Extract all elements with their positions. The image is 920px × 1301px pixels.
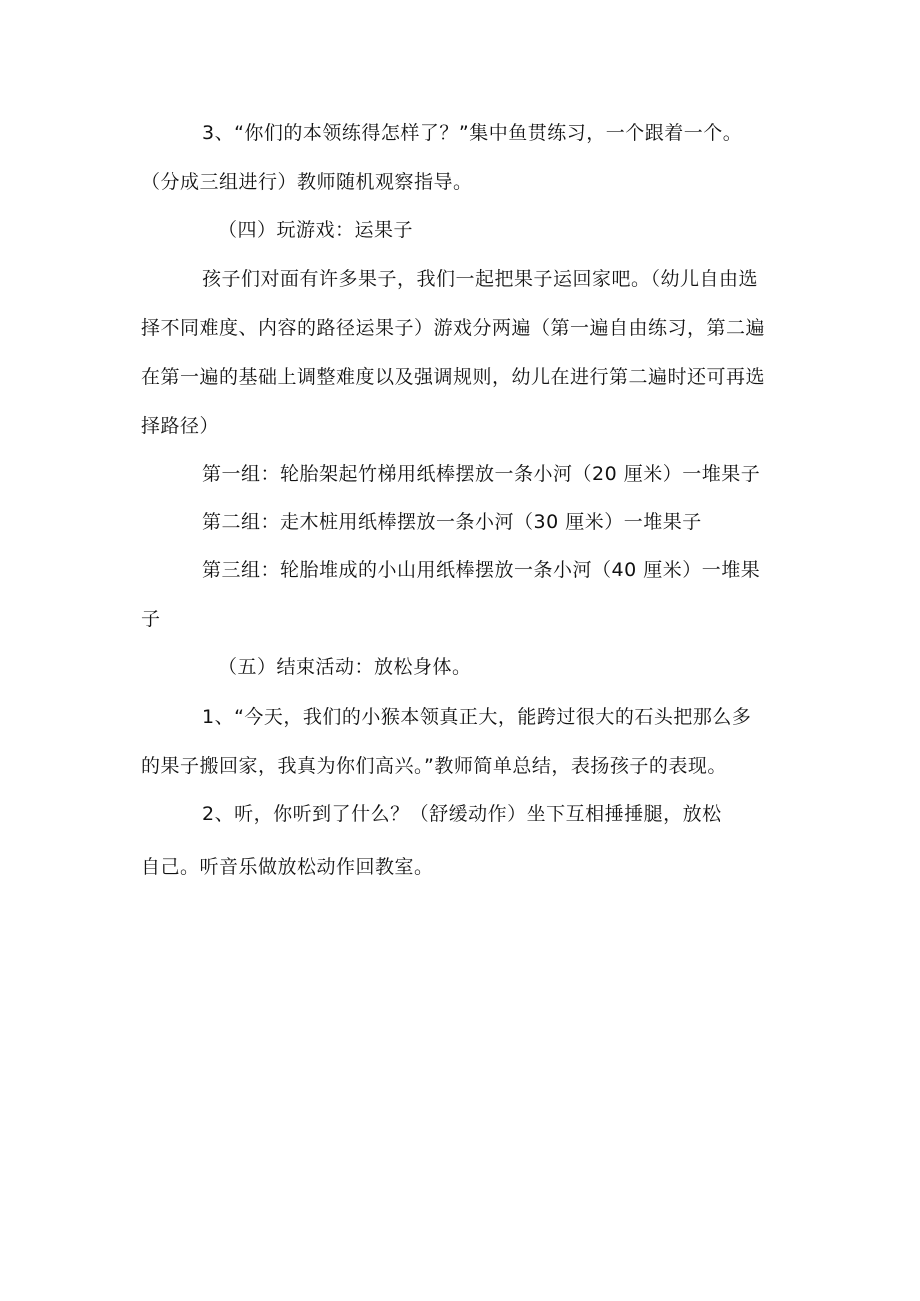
paragraph-line: 在第一遍的基础上调整难度以及强调规则，幼儿在进行第二遍时还可再选: [141, 366, 766, 388]
paragraph-line: 3、“你们的本领练得怎样了？”集中鱼贯练习，一个跟着一个。: [202, 122, 743, 144]
group-line: 第三组：轮胎堆成的小山用纸棒摆放一条小河（40 厘米）一堆果: [202, 559, 761, 581]
paragraph-line: 择路径）: [141, 415, 220, 437]
paragraph-line: 2、听，你听到了什么？（舒缓动作）坐下互相捶捶腿，放松: [202, 803, 722, 825]
paragraph-line: 自己。听音乐做放松动作回教室。: [141, 856, 434, 878]
paragraph-line: 孩子们对面有许多果子，我们一起把果子运回家吧。（幼儿自由选: [202, 268, 759, 290]
group-line: 第二组：走木桩用纸棒摆放一条小河（30 厘米）一堆果子: [202, 511, 702, 533]
paragraph-line: 的果子搬回家，我真为你们高兴。”教师简单总结，表扬孩子的表现。: [141, 755, 727, 777]
group-line: 第一组：轮胎架起竹梯用纸棒摆放一条小河（20 厘米）一堆果子: [202, 463, 761, 485]
paragraph-line: 择不同难度、内容的路径运果子）游戏分两遍（第一遍自由练习，第二遍: [141, 317, 766, 339]
section-heading: （五）结束活动：放松身体。: [218, 656, 472, 678]
paragraph-line: 1、“今天，我们的小猴本领真正大，能跨过很大的石头把那么多: [202, 706, 752, 728]
section-heading: （四）玩游戏：运果子: [218, 219, 414, 241]
paragraph-line: 子: [141, 608, 161, 630]
paragraph-line: （分成三组进行）教师随机观察指导。: [141, 171, 473, 193]
